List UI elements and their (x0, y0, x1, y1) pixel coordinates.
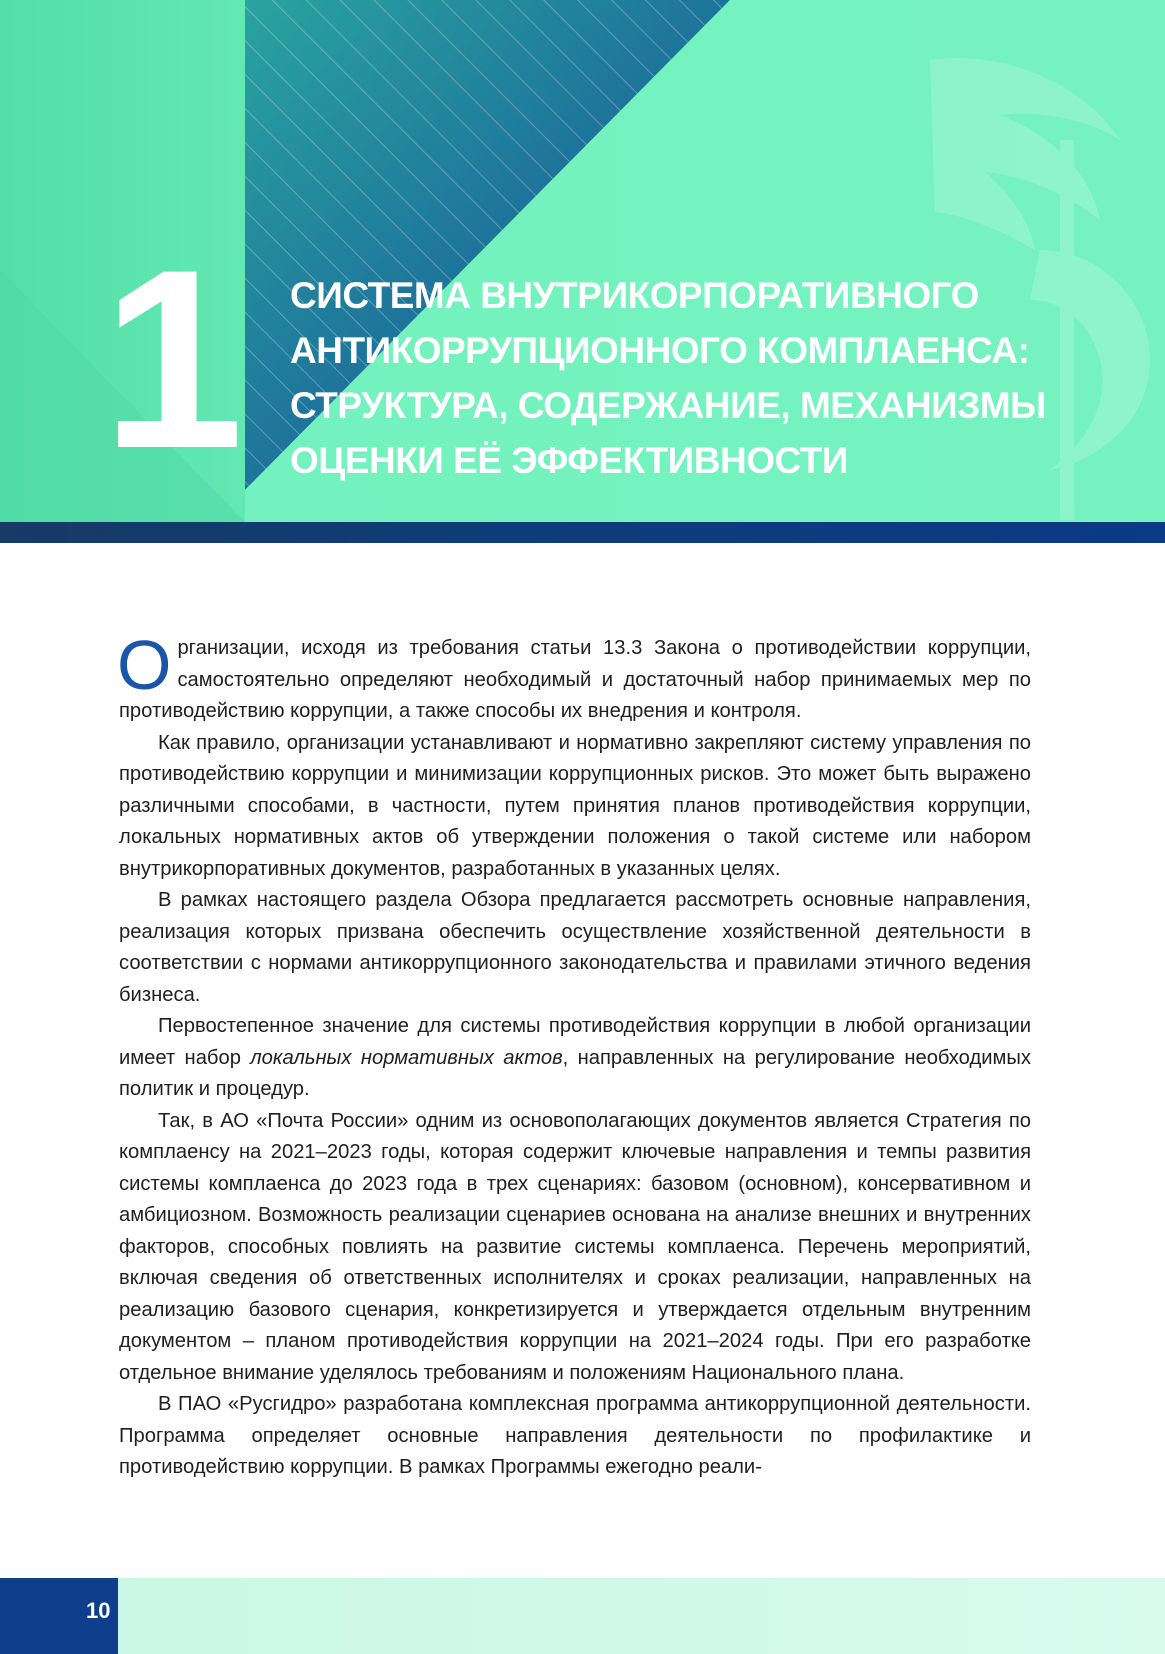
paragraph: В ПАО «Русгидро» разработана комплексная программа антикоррупционной деятельности. Программа определяет основные направления деятельности по профилактике и противодействию коррупции. В рамках Программы ежегодно реали- (119, 1393, 1031, 1478)
chapter-number: 1 (102, 217, 236, 502)
paragraph: Так, в АО «Почта России» одним из основополагающих документов является Стратегия по комплаенсу на 2021–2023 годы, которая содержит ключевые направления и темпы развития системы комплаенса до 2023 года в трех сценариях: базовом (основном), консервативном и амбициозном. Возможность реализации сценариев основана на анализе внешних и внутренних факторов, способных повлиять на развитие системы комплаенса. Перечень мероприятий, включая сведения об ответственных исполнителях и сроках реализации, направленных на реализацию базового сценария, конкретизируется и утверждается отдельным внутренним документом – планом противодействия коррупции на 2021–2024 годы. При его разработке отдельное внимание уделялось требованиям и положениям Национального плана. (119, 1109, 1031, 1384)
chapter-title (290, 268, 1150, 488)
chapter-title-line: ОЦЕНКИ ЕЁ ЭФФЕКТИВНОСТИ (290, 440, 848, 481)
chapter-title-line: АНТИКОРРУПЦИОННОГО КОМПЛАЕНСА: (290, 330, 1030, 371)
paragraph: В рамках настоящего раздела Обзора предлагается рассмотреть основные направления, реализация которых призвана обеспечить осуществление хозяйственной деятельности в соответствии с нормами антикоррупционного законодательства и правилами этичного ведения бизнеса. (119, 889, 1031, 1006)
body-text (117, 626, 1031, 1484)
drop-cap: О (117, 626, 172, 704)
chapter-title-line: СТРУКТУРА, СОДЕРЖАНИЕ, МЕХАНИЗМЫ (290, 385, 1046, 426)
page-number: 10 (86, 1598, 111, 1623)
paragraph (117, 626, 1031, 728)
header-bottom-bar (0, 522, 1165, 543)
paragraph-text: Первостепенное значение для системы противодействия коррупции в любой организации имеет набор (119, 1015, 1031, 1069)
italic-term: локальных нормативных актов (250, 1046, 563, 1069)
paragraph-text: , направленных на регулирование необходимых политик и процедур. (119, 1046, 1031, 1100)
chapter-header-banner (0, 0, 1165, 522)
paragraph (119, 1011, 1031, 1106)
paragraph: Как правило, организации устанавливают и нормативно закрепляют систему управления по противодействию коррупции и минимизации коррупционных рисков. Это может быть выражено различными способами, в частности, путем принятия планов противодействия коррупции, локальных нормативных актов об утверждении положения о такой системе или набором внутрикорпоративных документов, разработанных в указанных целях. (119, 731, 1031, 880)
paragraph-text: рганизации, исходя из требования статьи 13.3 Закона о противодействии коррупции, самостоятельно определяют необходимый и достаточный набор принимаемых мер по противодействию коррупции, а также способы их внедрения и контроля. (119, 637, 1031, 722)
chapter-title-line: СИСТЕМА ВНУТРИКОРПОРАТИВНОГО (290, 275, 979, 316)
